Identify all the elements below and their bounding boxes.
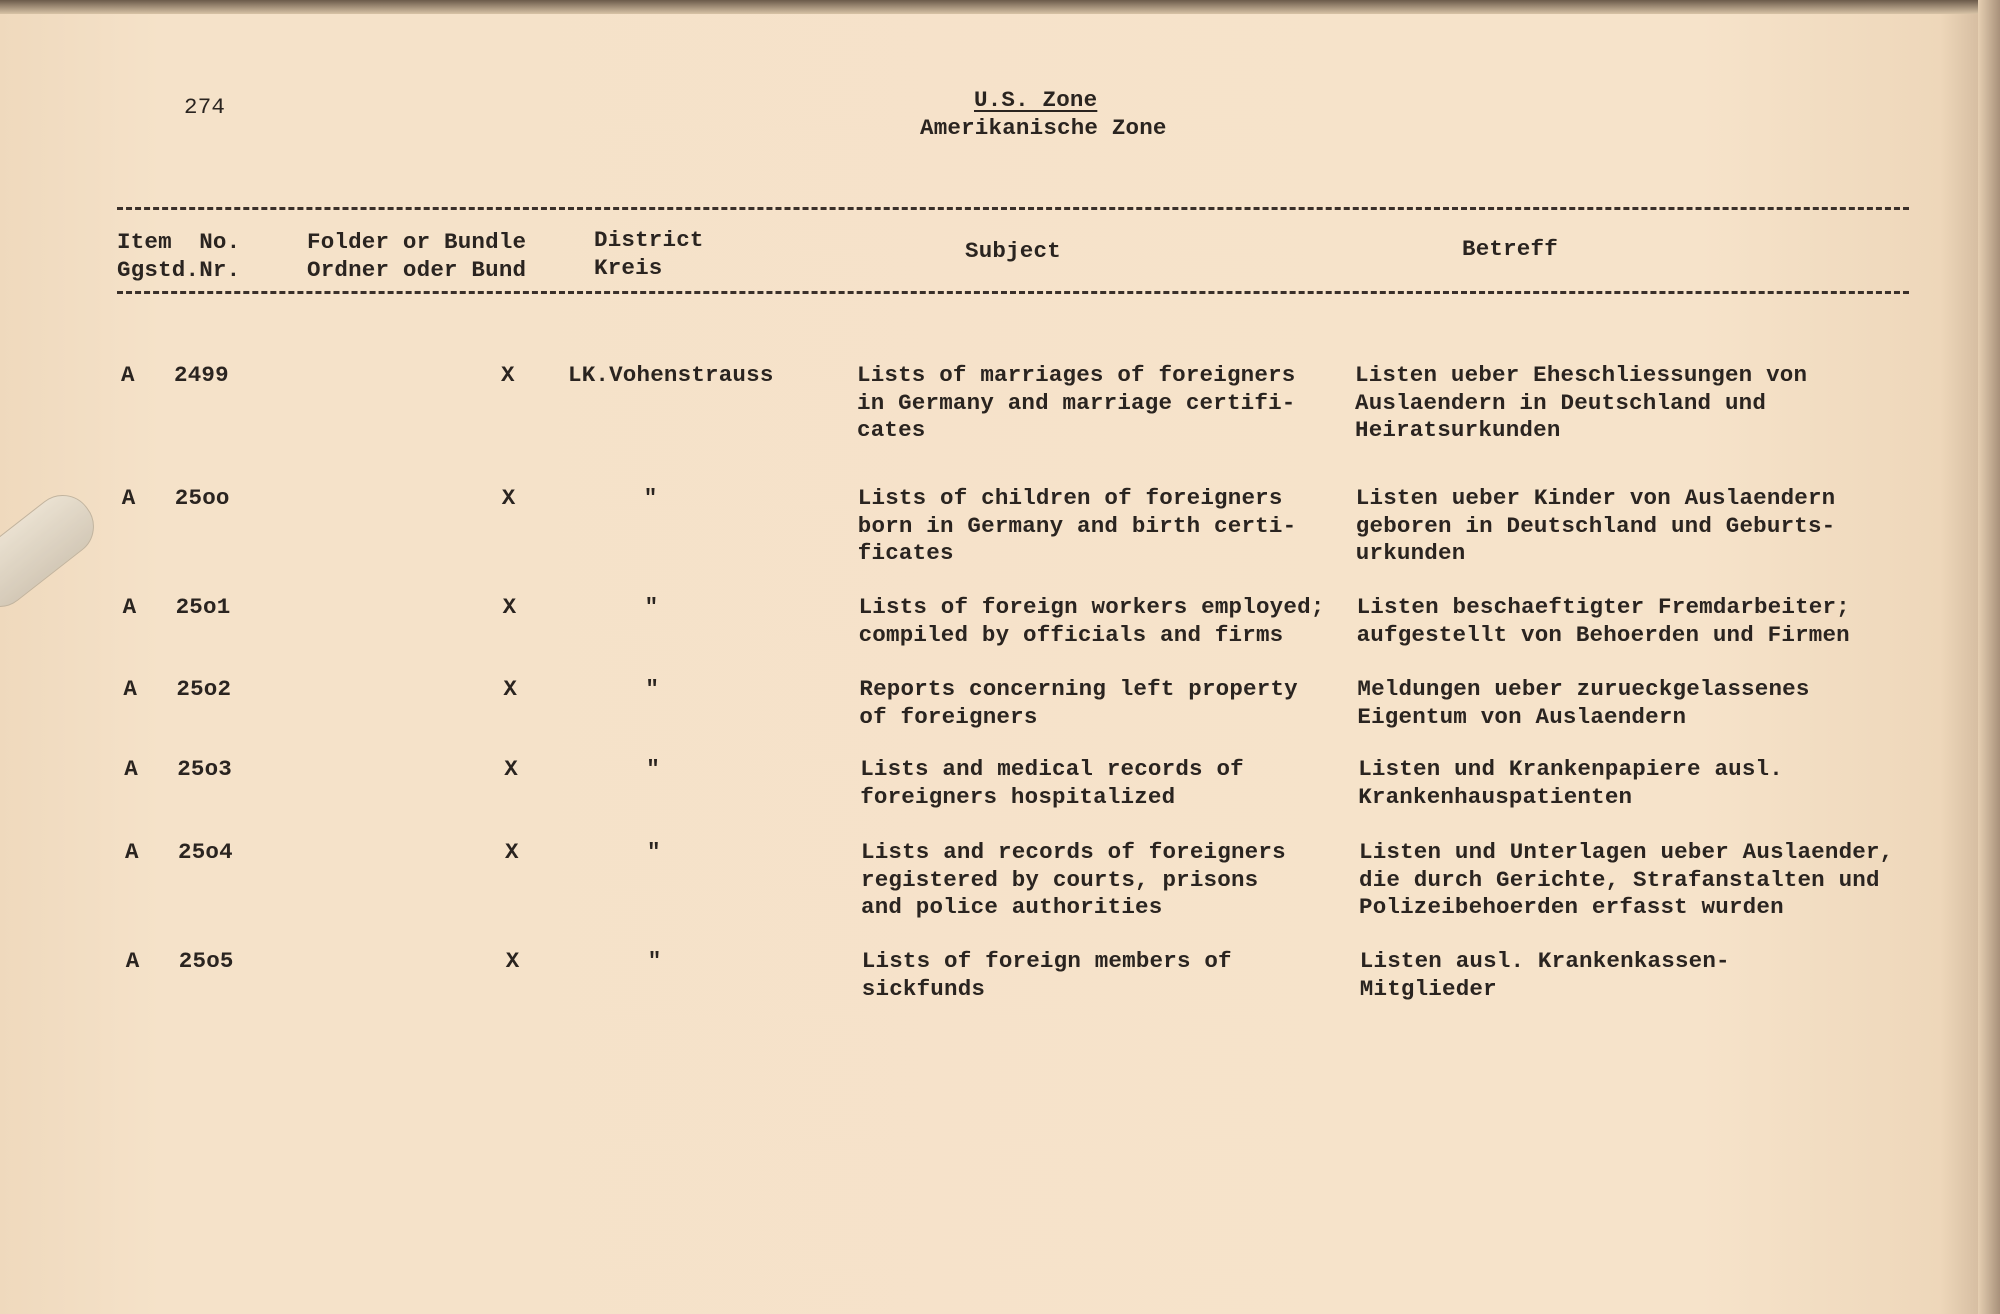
item-number: 2499 bbox=[174, 362, 229, 388]
district: LK.Vohenstrauss bbox=[568, 362, 774, 388]
folder-mark: X bbox=[502, 594, 517, 620]
item-prefix: A bbox=[125, 948, 140, 974]
betreff: Listen beschaeftigter Fremdarbeiter; aufgestellt von Behoerden und Firmen bbox=[1356, 594, 1850, 648]
header-folder: Folder or Bundle bbox=[307, 229, 527, 255]
item-prefix: A bbox=[121, 362, 135, 388]
paper-clip bbox=[0, 483, 106, 619]
folder-mark: X bbox=[505, 948, 520, 974]
folder-mark: X bbox=[504, 756, 518, 782]
page-title: U.S. Zone bbox=[974, 87, 1098, 113]
subject: Lists and medical records of foreigners hospitalized bbox=[860, 756, 1244, 810]
item-prefix: A bbox=[121, 485, 136, 511]
subject: Lists of children of foreigners born in Germany and birth certi- ficates bbox=[857, 485, 1297, 566]
subject: Lists of foreign members of sickfunds bbox=[861, 948, 1232, 1002]
betreff: Listen und Krankenpapiere ausl. Krankenhauspatienten bbox=[1358, 756, 1783, 810]
subject: Lists and records of foreigners registered by courts, prisons and police authorities bbox=[861, 839, 1286, 920]
item-number: 25o1 bbox=[175, 594, 231, 620]
item-prefix: A bbox=[123, 676, 138, 702]
page-subtitle: Amerikanische Zone bbox=[920, 115, 1167, 141]
header-item: Item No. bbox=[117, 229, 241, 255]
page-binding-edge bbox=[1978, 0, 2000, 1314]
betreff: Meldungen ueber zurueckgelassenes Eigentum von Auslaendern bbox=[1357, 676, 1810, 730]
item-number: 25o5 bbox=[178, 948, 234, 974]
subject: Lists of marriages of foreigners in Germany and marriage certifi- cates bbox=[857, 362, 1296, 443]
item-number: 25o4 bbox=[178, 839, 233, 865]
folder-mark: X bbox=[503, 676, 518, 702]
folder-mark: X bbox=[501, 485, 516, 511]
folder-mark: X bbox=[505, 839, 519, 865]
betreff: Listen und Unterlagen ueber Auslaender, die durch Gerichte, Strafanstalten und Polizeibehoerden erfasst wurden bbox=[1359, 839, 1894, 920]
district: " bbox=[647, 839, 661, 865]
item-number: 25oo bbox=[174, 485, 230, 511]
subject: Lists of foreign workers employed; compiled by officials and firms bbox=[858, 594, 1325, 648]
header-rule-top bbox=[117, 207, 1909, 210]
betreff: Listen ausl. Krankenkassen- Mitglieder bbox=[1359, 948, 1730, 1002]
item-prefix: A bbox=[125, 839, 139, 865]
district: " bbox=[645, 676, 660, 702]
betreff: Listen ueber Kinder von Auslaendern geboren in Deutschland und Geburts- urkunden bbox=[1355, 485, 1836, 566]
district: " bbox=[644, 594, 659, 620]
district: " bbox=[643, 485, 658, 511]
item-prefix: A bbox=[122, 594, 137, 620]
item-number: 25o3 bbox=[177, 756, 232, 782]
district: " bbox=[646, 756, 660, 782]
header-district-de: Kreis bbox=[594, 255, 663, 281]
header-betreff: Betreff bbox=[1462, 236, 1558, 262]
page-top-edge bbox=[0, 0, 2000, 14]
district: " bbox=[647, 948, 662, 974]
header-item-de: Ggstd.Nr. bbox=[117, 257, 241, 283]
header-rule-bottom bbox=[117, 291, 1909, 294]
betreff: Listen ueber Eheschliessungen von Auslaendern in Deutschland und Heiratsurkunden bbox=[1355, 362, 1808, 443]
item-prefix: A bbox=[124, 756, 138, 782]
subject: Reports concerning left property of foreigners bbox=[859, 676, 1298, 730]
page-number: 274 bbox=[184, 94, 226, 120]
folder-mark: X bbox=[501, 362, 515, 388]
item-number: 25o2 bbox=[176, 676, 232, 702]
header-subject: Subject bbox=[965, 238, 1061, 264]
header-district: District bbox=[594, 227, 704, 253]
header-folder-de: Ordner oder Bund bbox=[307, 257, 527, 283]
